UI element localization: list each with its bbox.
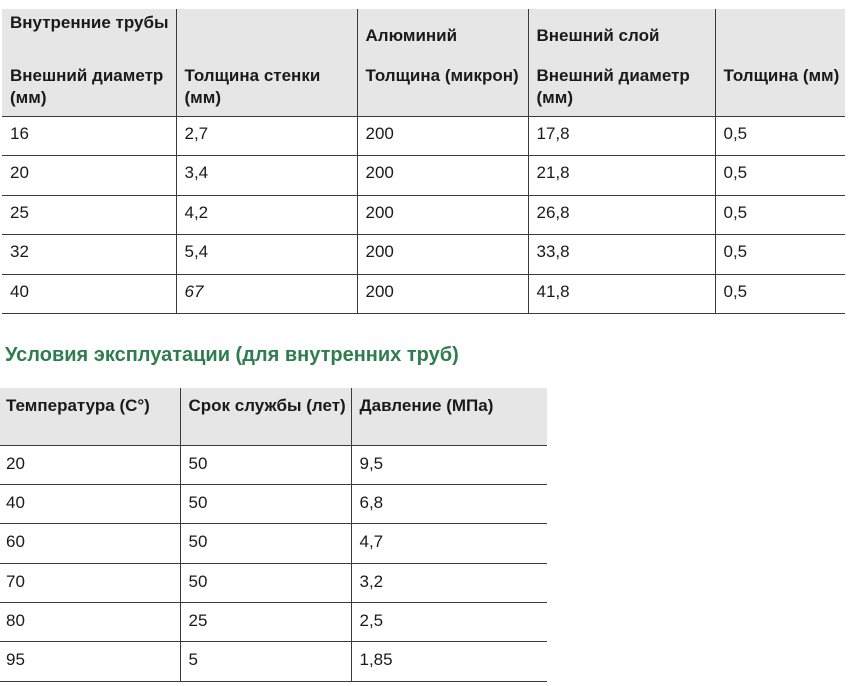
table-row [2,274,845,314]
table-row [0,445,547,484]
table-cell: 25 [180,603,351,642]
table-cell: 9,5 [351,445,547,484]
table-cell: 40 [0,484,180,523]
table-cell: 200 [357,274,528,314]
column-header: Срок службы (лет) [180,388,351,445]
table-cell: 20 [0,445,180,484]
table-cell: 200 [357,235,528,275]
table-cell: 3,4 [176,156,357,196]
header-empty [715,9,845,61]
table-cell: 2,7 [176,116,357,156]
table-cell: 20 [2,156,176,196]
column-header: Толщина (микрон) [357,61,528,116]
table-cell: 17,8 [528,116,715,156]
table-cell: 70 [0,563,180,602]
table-row [0,642,547,681]
header-row-groups [2,9,845,61]
table-cell: 0,5 [715,116,845,156]
operating-conditions-table [0,388,547,682]
table-row [0,524,547,563]
table-cell: 0,5 [715,156,845,196]
table-cell: 5,4 [176,235,357,275]
table-cell: 26,8 [528,195,715,235]
table-cell: 200 [357,195,528,235]
table-cell: 50 [180,484,351,523]
table-row [2,195,845,235]
column-header: Давление (МПа) [351,388,547,445]
section-title: Условия эксплуатации (для внутренних труб) [5,344,459,366]
header-row [0,388,547,445]
pipe-dimensions-table [2,9,845,314]
table-row [0,563,547,602]
table-row [2,156,845,196]
header-inner-pipes: Внутренние трубы [2,9,176,61]
table-cell: 95 [0,642,180,681]
table-cell: 2,5 [351,603,547,642]
header-row-columns [2,61,845,116]
table-row [0,484,547,523]
table-cell: 33,8 [528,235,715,275]
column-header: Толщина стенки (мм) [176,61,357,116]
table-cell: 200 [357,156,528,196]
header-aluminum: Алюминий [357,9,528,61]
header-empty [176,9,357,61]
table-cell: 41,8 [528,274,715,314]
table-cell: 200 [357,116,528,156]
table-cell: 16 [2,116,176,156]
table-cell: 50 [180,563,351,602]
table-row [2,116,845,156]
table-cell: 67 [176,274,357,314]
table-cell: 32 [2,235,176,275]
table-cell: 0,5 [715,274,845,314]
table-row [0,603,547,642]
table-cell: 1,85 [351,642,547,681]
column-header: Внешний диаметр (мм) [2,61,176,116]
header-outer-layer: Внешний слой [528,9,715,61]
table-cell: 4,2 [176,195,357,235]
column-header: Температура (С°) [0,388,180,445]
table-cell: 40 [2,274,176,314]
table-cell: 50 [180,445,351,484]
table-cell: 50 [180,524,351,563]
table-cell: 4,7 [351,524,547,563]
table-cell: 6,8 [351,484,547,523]
table-row [2,235,845,275]
column-header: Внешний диаметр (мм) [528,61,715,116]
table-cell: 5 [180,642,351,681]
table-cell: 3,2 [351,563,547,602]
table-cell: 80 [0,603,180,642]
table-cell: 0,5 [715,195,845,235]
table-cell: 21,8 [528,156,715,196]
table-cell: 25 [2,195,176,235]
column-header: Толщина (мм) [715,61,845,116]
table-cell: 60 [0,524,180,563]
table-cell: 0,5 [715,235,845,275]
